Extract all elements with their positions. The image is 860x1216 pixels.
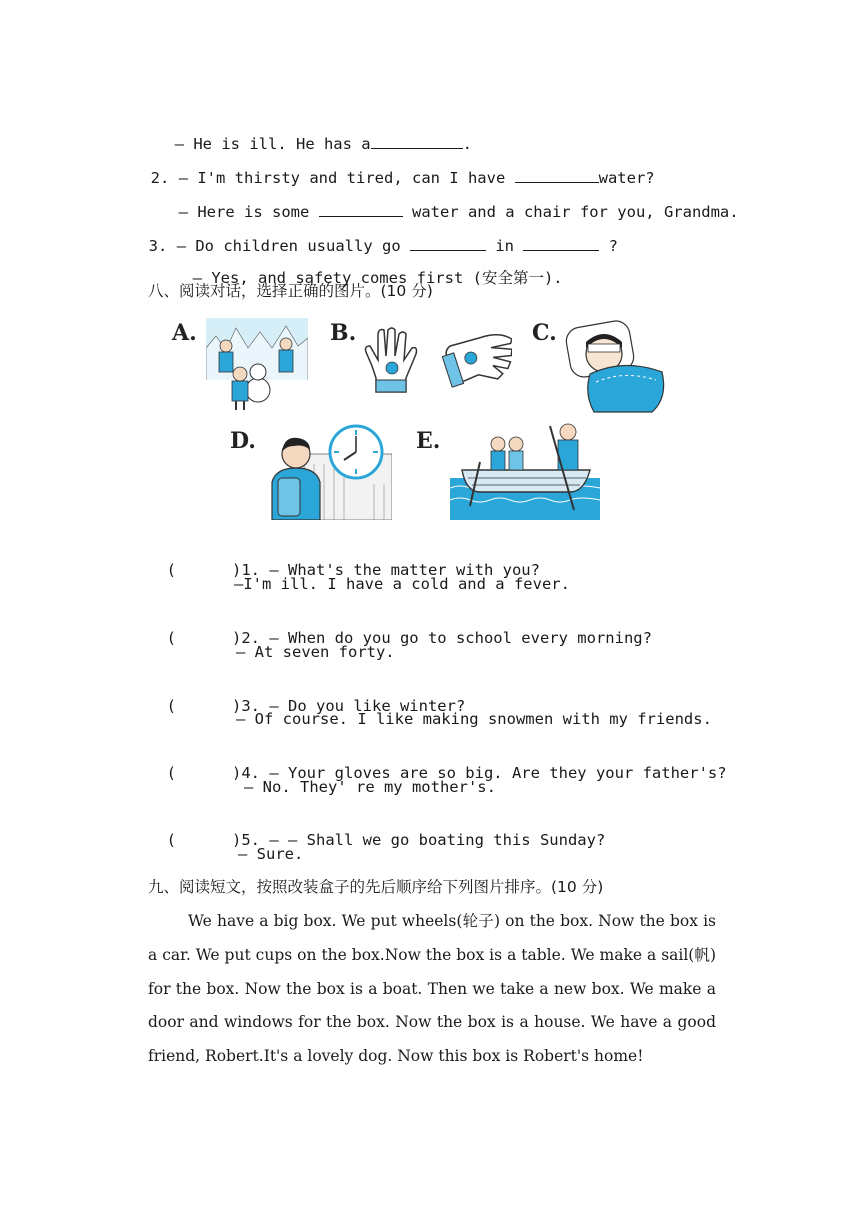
answer-parenthesis[interactable]: ( )3.	[166, 697, 260, 715]
matching-question-2: ( )2. — When do you go to school every morning?	[166, 629, 652, 647]
matching-answer-3: — Of course. I like making snowmen with my friends.	[236, 710, 712, 728]
matching-answer-4: — No. They' re my mother's.	[244, 778, 496, 796]
children-snowman-icon	[206, 318, 308, 412]
section-9-title: 九、阅读短文，按照改装盒子的先后顺序给下列图片排序。(10 分)	[148, 878, 604, 896]
matching-question-1: ( )1. — What's the matter with you?	[166, 561, 540, 579]
picture-letter-b: B.	[330, 320, 357, 346]
picture-letter-d: D.	[230, 428, 256, 454]
matching-answer-1: —I'm ill. I have a cold and a fever.	[234, 575, 570, 593]
section-8-title: 八、阅读对话，选择正确的图片。(10 分)	[148, 282, 433, 300]
matching-question-5: ( )5. — — Shall we go boating this Sunday?	[166, 831, 606, 849]
fill-item-3-question: 3. — Do children usually go in ?	[130, 214, 618, 256]
fill-item-1-answer: — He is ill. He has a .	[156, 112, 472, 154]
picture-letter-e: E.	[416, 428, 441, 454]
answer-parenthesis[interactable]: ( )1.	[166, 561, 260, 579]
matching-question-3: ( )3. — Do you like winter?	[166, 697, 466, 715]
picture-letter-a: A.	[172, 320, 197, 346]
family-boating-icon	[450, 422, 600, 520]
answer-parenthesis[interactable]: ( )5.	[166, 831, 260, 849]
picture-letter-c: C.	[532, 320, 557, 346]
fill-item-2-answer: — Here is some water and a chair for you, Grandma.	[160, 180, 739, 222]
fill-item-3-answer: — Yes, and safety comes first (安全第一).	[192, 269, 563, 287]
fill-item-2-question: 2. — I'm thirsty and tired, can I have water?	[132, 146, 655, 188]
gloves-icon	[362, 326, 512, 402]
answer-parenthesis[interactable]: ( )2.	[166, 629, 260, 647]
matching-answer-2: — At seven forty.	[236, 643, 395, 661]
sick-child-in-bed-icon	[564, 318, 670, 414]
boy-clock-school-icon	[264, 424, 392, 520]
reading-passage: We have a big box. We put wheels(轮子) on the box. Now the box is a car. We put cups on the box.Now the box is a table. We make a sail(帆) for the box. Now the box is a boat. Then we take a new box. We make a door and windows for the box. Now the box is a house. We have a good friend, Robert.It's a lovely dog. Now this box is Robert's home!	[148, 912, 716, 1066]
matching-answer-5: — Sure.	[238, 845, 304, 863]
answer-parenthesis[interactable]: ( )4.	[166, 764, 260, 782]
matching-question-4: ( )4. — Your gloves are so big. Are they your father's?	[166, 764, 727, 782]
